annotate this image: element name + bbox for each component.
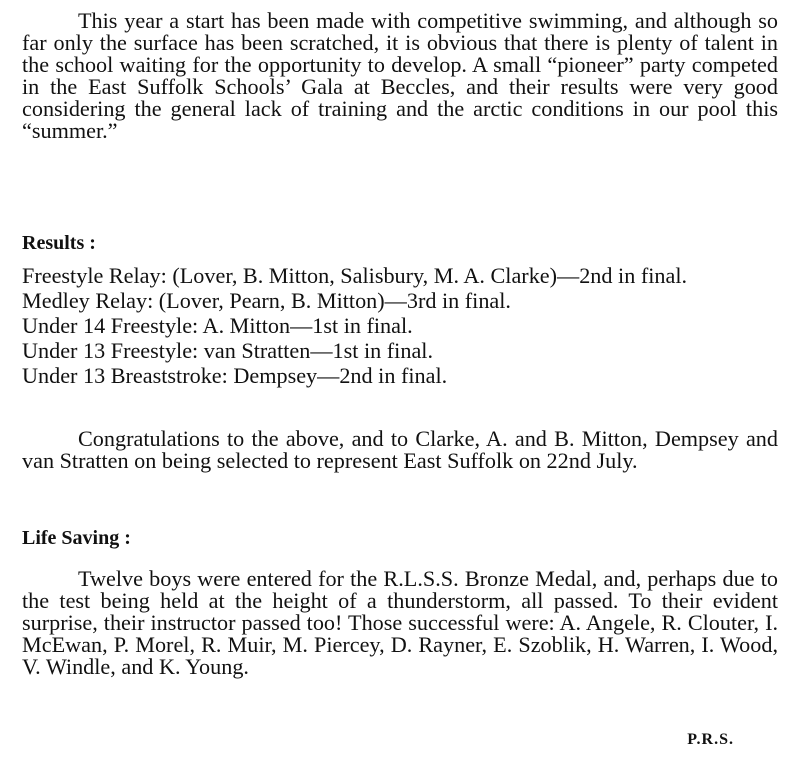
congratulations-paragraph: Congratulations to the above, and to Clarke, A. and B. Mitton, Dempsey and van Stratten on being selected to represent East Suffolk on 22nd July. xyxy=(22,426,778,473)
result-item-under-14-freestyle: Under 14 Freestyle: A. Mitton—1st in final. xyxy=(22,313,413,338)
author-initials: P.R.S. xyxy=(687,731,734,748)
results-list xyxy=(22,265,782,390)
result-item-medley-relay: Medley Relay: (Lover, Pearn, B. Mitton)—3rd in final. xyxy=(22,288,511,313)
result-item-freestyle-relay: Freestyle Relay: (Lover, B. Mitton, Salisbury, M. A. Clarke)—2nd in final. xyxy=(22,263,688,288)
intro-paragraph: This year a start has been made with competitive swimming, and although so far only the surface has been scratched, it is obvious that there is plenty of talent in the school waiting for the opportunity to develop. A small “pioneer” party competed in the East Suffolk Schools’ Gala at Beccles, and their results were very good considering the general lack of training and the arctic conditions in our pool this “summer.” xyxy=(22,8,778,143)
life-saving-heading: Life Saving : xyxy=(22,527,131,549)
results-heading: Results : xyxy=(22,232,96,254)
result-item-under-13-breaststroke: Under 13 Breaststroke: Dempsey—2nd in final. xyxy=(22,363,448,388)
life-saving-paragraph: Twelve boys were entered for the R.L.S.S. Bronze Medal, and, perhaps due to the test being held at the height of a thunderstorm, all passed. To their evident surprise, their instructor passed too! Those successful were: A. Angele, R. Clouter, I. McEwan, P. Morel, R. Muir, M. Piercey, D. Rayner, E. Szoblik, H. Warren, I. Wood, V. Windle, and K. Young. xyxy=(22,566,778,679)
result-item-under-13-freestyle: Under 13 Freestyle: van Stratten—1st in final. xyxy=(22,338,433,363)
